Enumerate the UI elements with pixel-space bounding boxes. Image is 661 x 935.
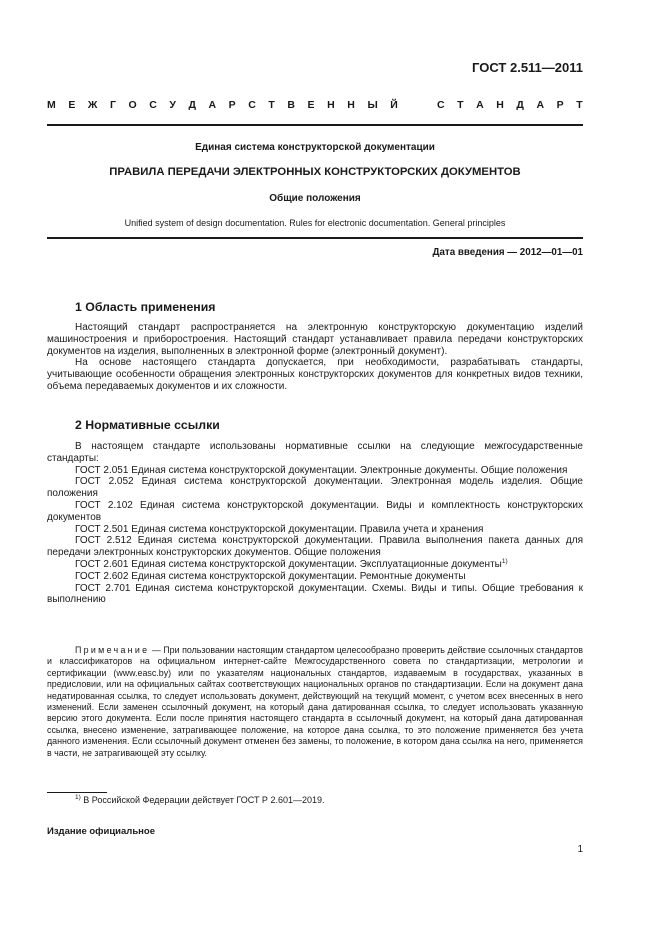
- reference-item: ГОСТ 2.602 Единая система конструкторской документации. Ремонтные документы: [75, 570, 466, 582]
- paragraph: В настоящем стандарте использованы нормативные ссылки на следующие межгосударственные стандарты:: [47, 441, 583, 464]
- main-title: ПРАВИЛА ПЕРЕДАЧИ ЭЛЕКТРОННЫХ КОНСТРУКТОРСКИХ ДОКУМЕНТОВ: [109, 166, 521, 178]
- sub-title: Общие положения: [269, 193, 361, 204]
- reference-item: ГОСТ 2.052 Единая система конструкторской документации. Электронная модель изделия. Общие положения: [47, 476, 583, 500]
- note-text: — При пользовании настоящим стандартом целесообразно проверить действие ссылочных стандартов и классификаторов на официальном интернет-сайте Межгосударственного совета по стандартизации, метрологии и сертификации (www.easc.by) или по указателям национальных стандартов, издаваемым в государствах, указанных в предисловии, или на официальных сайтах соответствующих национальных органов по стандартизации. Если на документ дана недатированная ссылка, то следует использовать документ, действующий на текущий момент, с учетом всех внесенных в него изменений. Если заменен ссылочный документ, на который дана датированная ссылка, то следует использовать указанную версию этого документа. Если после принятия настоящего стандарта в ссылочный документ, на который дана датированная ссылка, внесено изменение, затрагивающее положение, на которое дана ссылка, то это положение применяется без учета данного изменения. Если ссылочный документ отменен без замены, то положение, в котором дана ссылка на него, применяется в части, не затрагивающей эту ссылку.: [47, 645, 583, 758]
- letter: Г: [109, 99, 116, 111]
- note-label: Примечание: [75, 645, 150, 655]
- letter: С: [149, 99, 157, 111]
- section-1-heading: 1 Область применения: [75, 300, 216, 314]
- letter: Е: [68, 99, 76, 111]
- letter: Р: [228, 99, 236, 111]
- footnote: [75, 795, 324, 805]
- letter: В: [287, 99, 295, 111]
- letter: Т: [268, 99, 275, 111]
- reference-item: ГОСТ 2.102 Единая система конструкторской документации. Виды и комплектность конструкторских документов: [47, 499, 583, 523]
- paragraph: На основе настоящего стандарта допускается, при необходимости, разрабатывать стандарты, учитывающие особенности обращения электронных конструкторских документов для конкретных видов техники, объема передаваемых документов и их сложности.: [47, 357, 583, 392]
- letter-gap: [410, 99, 424, 111]
- letter: Д: [188, 99, 196, 111]
- introduction-date: Дата введения — 2012—01—01: [432, 247, 583, 258]
- letter: Й: [390, 99, 398, 111]
- letter: А: [208, 99, 217, 111]
- letter: Е: [307, 99, 315, 111]
- section-2-heading: 2 Нормативные ссылки: [75, 418, 220, 432]
- letter: О: [128, 99, 137, 111]
- letter: Н: [347, 99, 355, 111]
- note-block: [47, 645, 583, 759]
- paragraph: Настоящий стандарт распространяется на электронную конструкторскую документацию изделий машиностроения и приборостроения. Настоящий стандарт устанавливает правила передачи конструкторских документов на изделия, выполненных в электронной форме (электронный документ).: [47, 322, 583, 357]
- section-2-body: [47, 441, 583, 606]
- letter: Ж: [87, 99, 98, 111]
- footnote-rule: [47, 792, 107, 793]
- footnote-mark: 1): [75, 794, 81, 801]
- letter: У: [169, 99, 176, 111]
- letter: Т: [576, 99, 583, 111]
- letter: Н: [327, 99, 335, 111]
- letter: А: [476, 99, 484, 111]
- reference-text: ГОСТ 2.601 Единая система конструкторской документации. Эксплуатационные документы: [75, 558, 502, 570]
- section-1-body: [47, 322, 583, 393]
- header-rule: [47, 124, 583, 126]
- letter: А: [536, 99, 545, 111]
- letter: Р: [556, 99, 564, 111]
- letter: Ы: [367, 99, 378, 111]
- letter: М: [47, 99, 56, 111]
- reference-item: ГОСТ 2.512 Единая система конструкторской документации. Правила выполнения пакета данных для передачи электронных конструкторских документов. Общие положения: [47, 535, 583, 559]
- reference-item: ГОСТ 2.051 Единая система конструкторской документации. Электронные документы. Общие положения: [75, 464, 568, 476]
- title-rule: [47, 237, 583, 239]
- footnote-mark: 1): [501, 557, 508, 565]
- letter: Т: [457, 99, 464, 111]
- footnote-text: В Российской Федерации действует ГОСТ Р 2.601—2019.: [80, 795, 325, 805]
- system-title: Единая система конструкторской документации: [195, 142, 435, 153]
- standard-type-heading: [47, 99, 583, 111]
- page-number: 1: [577, 844, 583, 855]
- letter: С: [248, 99, 256, 111]
- letter: Н: [496, 99, 504, 111]
- reference-item-with-footnote: [47, 559, 583, 571]
- letter: Д: [516, 99, 524, 111]
- letter: С: [436, 99, 445, 111]
- document-number: ГОСТ 2.511—2011: [472, 60, 583, 75]
- english-title: Unified system of design documentation. Rules for electronic documentation. General principles: [124, 218, 506, 228]
- reference-item: ГОСТ 2.701 Единая система конструкторской документации. Схемы. Виды и типы. Общие требования к выполнению: [47, 582, 583, 606]
- official-edition-label: Издание официальное: [47, 826, 155, 837]
- reference-item: ГОСТ 2.501 Единая система конструкторской документации. Правила учета и хранения: [75, 523, 484, 535]
